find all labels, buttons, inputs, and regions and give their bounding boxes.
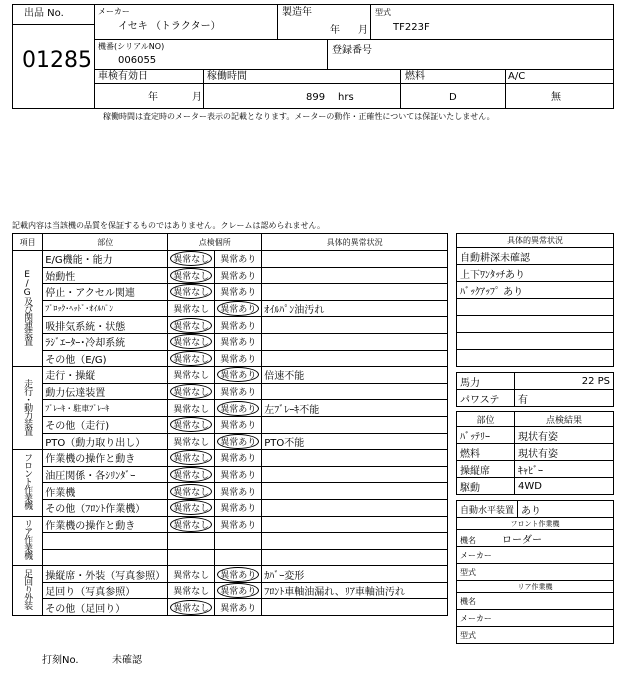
part-cell: 足回り（写真参照） <box>43 582 168 599</box>
status-ok-label: 異常なし <box>170 351 212 366</box>
front-name-value: ローダー <box>502 534 542 546</box>
table-row <box>13 450 448 467</box>
part-cell <box>43 549 168 566</box>
table-row <box>13 416 448 433</box>
inspect-year-unit: 年 <box>148 92 158 103</box>
detail-line: 上下ﾜﾝﾀｯﾁあり <box>457 265 614 282</box>
header-col-fuel-ac <box>505 69 506 109</box>
group-label <box>13 251 43 367</box>
col-detail: 具体的異常状況 <box>262 234 448 251</box>
status-ok-label: 異常なし <box>173 371 210 382</box>
status-ng-label: 異常あり <box>220 354 257 365</box>
group-label <box>13 516 43 566</box>
inspect-label: 車検有効日 <box>98 71 148 82</box>
check-ok-cell <box>168 416 215 433</box>
detail-cell <box>262 450 448 467</box>
power-value: 22 PS <box>515 373 614 390</box>
part-result: 4WD <box>515 478 614 495</box>
maker-label: メーカー <box>98 7 130 16</box>
check-ng-cell <box>215 367 262 384</box>
status-ok-label: 異常なし <box>170 484 212 499</box>
front-implement-title: フロント作業機 <box>457 518 614 530</box>
part-result: ｷｬﾋﾞｰ <box>515 461 614 478</box>
header-divider-v <box>94 4 95 109</box>
table-row <box>13 483 448 500</box>
detail-cell: 倍速不能 <box>262 367 448 384</box>
detail-cell: ﾌﾛﾝﾄ車軸油漏れ、ﾘｱ車軸油汚れ <box>262 582 448 599</box>
part-cell: その他（E/G) <box>43 350 168 367</box>
status-ok-label: 異常なし <box>170 384 212 399</box>
check-ng-cell <box>215 383 262 400</box>
part-cell: その他（足回り） <box>43 599 168 616</box>
status-ng-label: 異常あり <box>220 421 257 432</box>
rear-implement-title: リア作業機 <box>457 581 614 593</box>
fuel-label: 燃料 <box>405 71 425 82</box>
part-name: 燃料 <box>457 444 515 461</box>
group-label-text: フロント作業機 <box>22 453 33 510</box>
reg-label: 登録番号 <box>332 45 372 56</box>
check-ok-cell <box>168 483 215 500</box>
year-unit: 年 <box>330 25 340 36</box>
status-ok-label: 異常なし <box>173 570 210 581</box>
hours-disclaimer: 稼働時間は査定時のメーター表示の記載となります。メーターの動作・正確性については保証いたしません。 <box>103 112 495 121</box>
status-ng-label: 異常あり <box>220 454 257 465</box>
detail-cell <box>262 599 448 616</box>
check-ng-cell <box>215 400 262 417</box>
part-cell: その他（走行) <box>43 416 168 433</box>
part-cell: 作業機の操作と動き <box>43 516 168 533</box>
part-cell: その他（ﾌﾛﾝﾄ作業機） <box>43 499 168 516</box>
header-col-hours-fuel <box>400 69 401 109</box>
table-row <box>13 251 448 268</box>
check-ok-cell <box>168 466 215 483</box>
power-label: 馬力 <box>457 373 515 390</box>
detail-line: 自動耕深未確認 <box>457 248 614 265</box>
table-row <box>13 566 448 583</box>
detail-cell <box>262 251 448 268</box>
part-cell: 走行・操縦 <box>43 367 168 384</box>
detail-line <box>457 350 614 367</box>
front-maker-label: メーカー <box>457 547 614 564</box>
check-ng-cell <box>215 433 262 450</box>
status-ng-label: 異常あり <box>220 520 257 531</box>
detail-cell <box>262 533 448 550</box>
detail-cell: ｵｲﾙﾊﾟﾝ油汚れ <box>262 300 448 317</box>
check-ok-cell <box>168 400 215 417</box>
status-ng-label: 異常あり <box>220 338 257 349</box>
part-cell: 停止・アクセル関連 <box>43 284 168 301</box>
part-name: 駆動 <box>457 478 515 495</box>
ac-value: 無 <box>551 92 561 103</box>
part-cell: E/G機能・能力 <box>43 251 168 268</box>
maker-value: イセキ （トラクター） <box>118 21 221 32</box>
group-label-text: E/G及び関連装置 <box>22 269 33 345</box>
col-check: 点検個所 <box>168 234 262 251</box>
rear-maker-label: メーカー <box>457 610 614 627</box>
status-ok-label: 異常なし <box>170 417 212 432</box>
check-ok-cell <box>168 582 215 599</box>
rear-model-label: 型式 <box>457 627 614 644</box>
leveler-label: 自動水平装置 <box>457 501 518 518</box>
fuel-value: D <box>449 92 457 103</box>
quality-disclaimer: 記載内容は当該機の品質を保証するものではありません。クレームは認められません。 <box>12 221 325 230</box>
serial-label: 機番(シリアルNO) <box>98 42 165 51</box>
serial-value: 006055 <box>118 55 157 66</box>
status-ok-label: 異常なし <box>173 437 210 448</box>
model-label: 型式 <box>375 8 391 17</box>
check-ok-cell <box>168 284 215 301</box>
detail-cell <box>262 350 448 367</box>
part-cell: 操縦席・外装（写真参照） <box>43 566 168 583</box>
check-ok-cell <box>168 566 215 583</box>
table-row <box>13 533 448 550</box>
status-ng-label: 異常あり <box>220 255 257 266</box>
header-col-maker-year <box>277 4 278 39</box>
detail-line <box>457 333 614 350</box>
status-ok-label: 異常なし <box>170 284 212 299</box>
leveler-value: あり <box>518 501 614 518</box>
status-ng-label: 異常あり <box>220 487 257 498</box>
ac-label: A/C <box>508 71 526 82</box>
detail-title: 具体的異常状況 <box>457 234 614 248</box>
detail-line: ﾊﾞｯｸｱｯﾌﾟ あり <box>457 282 614 299</box>
check-ok-cell <box>168 267 215 284</box>
table-row <box>13 333 448 350</box>
detail-cell <box>262 284 448 301</box>
part-name: 操縦席 <box>457 461 515 478</box>
detail-cell: ｶﾊﾞｰ変形 <box>262 566 448 583</box>
check-ng-cell <box>215 566 262 583</box>
col-item: 項目 <box>13 234 43 251</box>
detail-cell <box>262 483 448 500</box>
hours-value: 899 <box>306 92 326 103</box>
check-ok-cell <box>168 599 215 616</box>
check-ng-cell <box>215 267 262 284</box>
table-row <box>13 599 448 616</box>
status-ok-label: 異常なし <box>170 318 212 333</box>
part-cell: 作業機の操作と動き <box>43 450 168 467</box>
status-ok-label: 異常なし <box>173 587 210 598</box>
check-ng-cell <box>215 333 262 350</box>
check-ok-cell <box>168 499 215 516</box>
detail-cell <box>262 416 448 433</box>
table-row <box>13 350 448 367</box>
check-ng-cell <box>215 450 262 467</box>
check-ok-cell <box>168 516 215 533</box>
check-ng-cell <box>215 599 262 616</box>
detail-table <box>456 233 614 367</box>
detail-cell: PTO不能 <box>262 433 448 450</box>
status-ok-label: 異常なし <box>170 268 212 283</box>
table-row <box>13 499 448 516</box>
hours-unit: hrs <box>338 92 354 103</box>
status-ok-label: 異常なし <box>170 500 212 515</box>
check-ok-cell <box>168 367 215 384</box>
lot-label-line <box>12 24 94 25</box>
check-ok-cell <box>168 333 215 350</box>
rear-name-label: 機名 <box>457 593 614 610</box>
part-result: 現状有姿 <box>515 427 614 444</box>
detail-line <box>457 299 614 316</box>
table-row <box>13 433 448 450</box>
check-ok-cell <box>168 300 215 317</box>
table-row <box>13 284 448 301</box>
part-cell: 作業機 <box>43 483 168 500</box>
detail-cell <box>262 333 448 350</box>
parts-col-result: 点検結果 <box>515 412 614 427</box>
table-row <box>13 267 448 284</box>
lot-label: 出品 No. <box>24 8 64 19</box>
lot-number: 01285 <box>22 48 92 73</box>
header-col-serial-reg <box>327 39 328 69</box>
check-ok-cell <box>168 317 215 334</box>
status-ng-label: 異常あり <box>220 288 257 299</box>
detail-cell <box>262 466 448 483</box>
status-ng-label: 異常あり <box>220 471 257 482</box>
inspect-month-unit: 月 <box>192 92 202 103</box>
detail-line <box>457 316 614 333</box>
group-label <box>13 450 43 516</box>
table-row <box>13 400 448 417</box>
header-row2-line <box>94 69 614 70</box>
check-ng-cell <box>215 317 262 334</box>
check-ng-cell <box>215 516 262 533</box>
detail-cell <box>262 267 448 284</box>
part-result: 現状有姿 <box>515 444 614 461</box>
status-ok-label: 異常なし <box>170 600 212 615</box>
parts-col-part: 部位 <box>457 412 515 427</box>
table-row <box>13 549 448 566</box>
table-row <box>13 516 448 533</box>
part-cell: 始動性 <box>43 267 168 284</box>
status-ng-label: 異常あり <box>220 388 257 399</box>
table-row <box>13 367 448 384</box>
detail-cell <box>262 549 448 566</box>
status-ng-label: 異常あり <box>217 434 259 449</box>
check-ng-cell <box>215 284 262 301</box>
group-label-text: リア作業機 <box>22 519 33 560</box>
group-label <box>13 566 43 616</box>
status-ok-label: 異常なし <box>173 404 210 415</box>
status-ng-label: 異常あり <box>217 567 259 582</box>
part-cell: ﾌﾞﾛｯｸ･ﾍｯﾄﾞ･ｵｲﾙﾊﾟﾝ <box>43 300 168 317</box>
check-ok-cell <box>168 549 215 566</box>
header-col-year-model <box>370 4 371 39</box>
year-label: 製造年 <box>282 7 312 18</box>
status-ok-label: 異常なし <box>170 450 212 465</box>
status-ng-label: 異常あり <box>220 271 257 282</box>
col-part: 部位 <box>43 234 168 251</box>
check-ng-cell <box>215 251 262 268</box>
check-ng-cell <box>215 533 262 550</box>
inspection-table <box>12 233 448 616</box>
front-model-label: 型式 <box>457 564 614 581</box>
check-ng-cell <box>215 466 262 483</box>
check-ng-cell <box>215 350 262 367</box>
group-label <box>13 367 43 450</box>
parts-table <box>456 411 614 495</box>
check-ok-cell <box>168 533 215 550</box>
check-ng-cell <box>215 416 262 433</box>
model-value: TF223F <box>393 22 430 33</box>
table-row <box>13 466 448 483</box>
status-ok-label: 異常なし <box>170 251 212 266</box>
part-cell: ﾌﾞﾚｰｷ・駐車ﾌﾞﾚｰｷ <box>43 400 168 417</box>
group-label-text: 足回り外装 <box>22 569 33 610</box>
part-cell <box>43 533 168 550</box>
check-ok-cell <box>168 251 215 268</box>
status-ng-label: 異常あり <box>217 401 259 416</box>
detail-cell <box>262 317 448 334</box>
table-row <box>13 300 448 317</box>
stamp-value: 未確認 <box>112 655 142 666</box>
front-name-label: 機名 <box>460 535 476 545</box>
detail-cell: 左ﾌﾞﾚｰｷ不能 <box>262 400 448 417</box>
month-unit: 月 <box>358 25 368 36</box>
status-ng-label: 異常あり <box>220 603 257 614</box>
detail-cell <box>262 383 448 400</box>
part-cell: 動力伝達装置 <box>43 383 168 400</box>
attachments-table <box>456 500 614 644</box>
spec-table <box>456 372 614 407</box>
part-cell: ﾗｼﾞｴｰﾀｰ･冷却系統 <box>43 333 168 350</box>
check-ng-cell <box>215 582 262 599</box>
status-ok-label: 異常なし <box>170 334 212 349</box>
powersteer-value: 有 <box>515 390 614 407</box>
status-ok-label: 異常なし <box>170 517 212 532</box>
detail-cell <box>262 516 448 533</box>
check-ok-cell <box>168 433 215 450</box>
check-ok-cell <box>168 383 215 400</box>
check-ng-cell <box>215 300 262 317</box>
header-col-inspect-hours <box>203 69 204 109</box>
header-row1-line <box>94 39 614 40</box>
check-ng-cell <box>215 483 262 500</box>
status-ng-label: 異常あり <box>217 301 259 316</box>
header-row3-line <box>94 83 614 84</box>
table-row <box>13 383 448 400</box>
group-label-text: 走行・動力装置 <box>22 378 33 435</box>
status-ng-label: 異常あり <box>220 504 257 515</box>
check-ok-cell <box>168 450 215 467</box>
part-cell: 油圧関係・各ｼﾘﾝﾀﾞｰ <box>43 466 168 483</box>
table-row <box>13 317 448 334</box>
status-ok-label: 異常なし <box>173 305 210 316</box>
status-ng-label: 異常あり <box>217 367 259 382</box>
stamp-label: 打刻No. <box>42 655 79 666</box>
status-ok-label: 異常なし <box>170 467 212 482</box>
table-row <box>13 582 448 599</box>
check-ng-cell <box>215 549 262 566</box>
part-name: ﾊﾞｯﾃﾘｰ <box>457 427 515 444</box>
part-cell: 吸排気系統・状態 <box>43 317 168 334</box>
powersteer-label: パワステ <box>457 390 515 407</box>
status-ng-label: 異常あり <box>220 321 257 332</box>
status-ng-label: 異常あり <box>217 583 259 598</box>
check-ng-cell <box>215 499 262 516</box>
part-cell: PTO（動力取り出し） <box>43 433 168 450</box>
check-ok-cell <box>168 350 215 367</box>
detail-cell <box>262 499 448 516</box>
hours-label: 稼働時間 <box>207 71 247 82</box>
